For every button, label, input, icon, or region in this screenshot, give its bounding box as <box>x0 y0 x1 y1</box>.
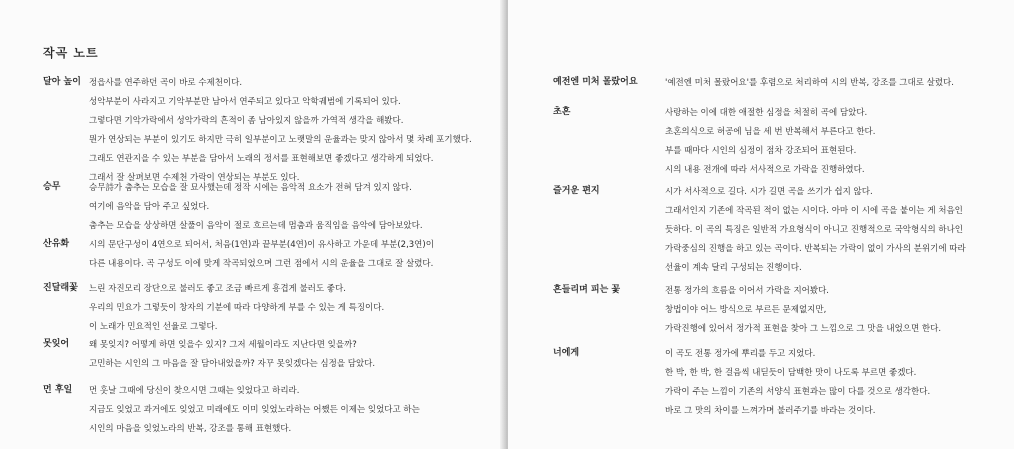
entry-line: 그렇다면 기악가락에서 성악가락의 흔적이 좀 남아있지 않을까 가역적 생각을 해봤다. <box>89 116 404 126</box>
entry-heading: 초혼 <box>553 107 571 117</box>
entry-line: 시의 내용 전개에 따라 서사적으로 가락을 진행하였다. <box>665 165 865 175</box>
entry-line: 그래도 연관지을 수 있는 부분을 담아서 노래의 정서를 표현해보면 좋겠다고 생각하게 되었다. <box>89 154 434 164</box>
entry-line: 가락진행에 있어서 정가적 표현을 찾아 그 느낌으로 그 맛을 내었으면 한다. <box>665 324 942 334</box>
entry-heading: 흔들리며 피는 꽃 <box>553 285 621 295</box>
entry-body <box>89 74 472 188</box>
entry-line: 느린 자진모리 장단으로 불러도 좋고 조금 빠르게 흥겹게 불러도 좋다. <box>89 284 346 294</box>
entry-body <box>665 104 875 180</box>
entry-line: 초혼의식으로 허공에 님을 세 번 반복해서 부른다고 한다. <box>665 127 876 137</box>
entry-line: 듯하다. 이 곡의 특징은 일반적 가요형식이 아니고 진행적으로 국악형식의 하나인 <box>665 225 963 235</box>
entry-line: 창법이야 어느 방식으로 부르든 문제없지만, <box>665 305 827 315</box>
entry-line: 시인의 마음을 잊었노라의 반복, 강조를 통해 표현했다. <box>89 424 292 434</box>
left-page <box>0 0 506 449</box>
entry-line: 전통 정가의 흐름을 이어서 가락을 지어봤다. <box>665 286 830 296</box>
page-title: 작곡 노트 <box>43 46 99 60</box>
entry-line: 가락중심의 진행을 하고 있는 곡이다. 반복되는 가락이 없이 가사의 분위기에 따라 <box>665 244 966 254</box>
entry-line: 고민하는 시인의 그 마음을 잘 담아내었을까? 자꾸 못잊겠다는 심정을 담았다. <box>89 359 376 369</box>
entry-body <box>89 280 384 337</box>
entry-line: 성악부분이 사라지고 기악부분만 남아서 연주되고 있다고 악학궤범에 기록되어 있다. <box>89 97 401 107</box>
entry-body <box>665 74 954 93</box>
entry-heading: 너에게 <box>553 348 580 358</box>
entry-line: 시가 서사적으로 길다. 시가 길면 곡을 쓰기가 쉽지 않다. <box>665 187 873 197</box>
entry-line: 우리의 민요가 그렇듯이 창자의 기분에 따라 다양하게 부를 수 있는 게 특징이다. <box>89 303 385 313</box>
entry-line: 그래서인지 기존에 작곡된 적이 없는 시이다. 아마 이 시에 곡을 붙이는 게 처음인 <box>665 206 963 216</box>
entry-line: 먼 훗날 그때에 당신이 찾으시면 그때는 잊었다고 하리라. <box>89 386 300 396</box>
entry-body <box>89 336 375 374</box>
entry-line: 이 노래가 민요적인 선율로 그렇다. <box>89 322 218 332</box>
entry-line: '예전엔 미처 몰랐어요'를 후렴으로 처리하여 시의 반복, 강조를 그대로 살렸다. <box>665 78 954 88</box>
entry-heading: 못잊어 <box>43 339 70 349</box>
entry-body <box>665 183 966 278</box>
entry-body <box>89 179 423 236</box>
entry-heading: 산유화 <box>43 239 70 249</box>
entry-line: 가락이 주는 느낌이 기존의 서양식 표현과는 많이 다를 것으로 생각한다. <box>665 387 931 397</box>
entry-body <box>665 282 941 339</box>
entry-heading: 승무 <box>43 182 61 192</box>
entry-line: 다른 내용이다. 곡 구성도 이에 맞게 작곡되었으며 그런 점에서 시의 운율을 그대로 잘 살렸다. <box>89 259 434 269</box>
entry-line: 지금도 잊었고 과거에도 잊었고 미래에도 이미 잊었노라하는 어쨌든 이제는 잊었다고 하는 <box>89 405 420 415</box>
entry-heading: 달아 높이 <box>43 77 81 87</box>
entry-heading: 먼 후일 <box>43 385 73 395</box>
entry-line: 여기에 음악을 담아 주고 싶었다. <box>89 202 210 212</box>
entry-heading: 즐거운 편지 <box>553 186 600 196</box>
entry-line: 시의 문단구성이 4연으로 되어서, 처음(1연)과 끝부분(4연)이 유사하고 가운데 부분(2,3연)이 <box>89 240 434 250</box>
entry-line: 정읍사를 연주하던 곡이 바로 수제천이다. <box>89 78 243 88</box>
entry-heading: 예전엔 미처 몰랐어요 <box>553 77 638 87</box>
entry-body <box>89 236 434 274</box>
right-page <box>508 0 1014 449</box>
entry-line: 뭔가 연상되는 부분이 있기도 하지만 극히 일부분이고 노랫말의 운율과는 맞지 않아서 몇 차례 포기했다. <box>89 135 472 145</box>
entry-line: 바로 그 맛의 차이를 느껴가며 불러주기를 바라는 것이다. <box>665 406 876 416</box>
entry-heading: 진달래꽃 <box>43 283 78 293</box>
entry-line: 사랑하는 이에 대한 애절한 심정을 처절히 곡에 담았다. <box>665 108 868 118</box>
entry-line: 왜 못잊지? 어떻게 하면 잊을수 있지? 그저 세월이라도 지난다면 잊을까? <box>89 340 357 350</box>
entry-body <box>665 345 930 421</box>
entry-line: 부를 때마다 시인의 심정이 점차 강조되어 표현된다. <box>665 146 857 156</box>
entry-line: 이 곡도 전통 정가에 뿌리를 두고 지었다. <box>665 349 816 359</box>
entry-line: 한 박, 한 박, 한 걸음씩 내딛듯이 담백한 맛이 나도록 부르면 좋겠다. <box>665 368 917 378</box>
entry-line: 선율이 계속 달리 구성되는 진행이다. <box>665 263 802 273</box>
entry-line: 춤추는 모습을 상상하면 살풀이 음악이 절로 흐르는데 멈춤과 움직임을 음악에 담아보았다. <box>89 221 423 231</box>
entry-body <box>89 382 420 439</box>
entry-line: 그래서 잘 살펴보면 수제천 가락이 연상되는 부분도 있다. <box>89 173 300 183</box>
entry-line: 승무詩가 춤추는 모습을 잘 묘사했는데 정작 시에는 음악적 요소가 전혀 담겨 있지 않다. <box>89 183 412 193</box>
